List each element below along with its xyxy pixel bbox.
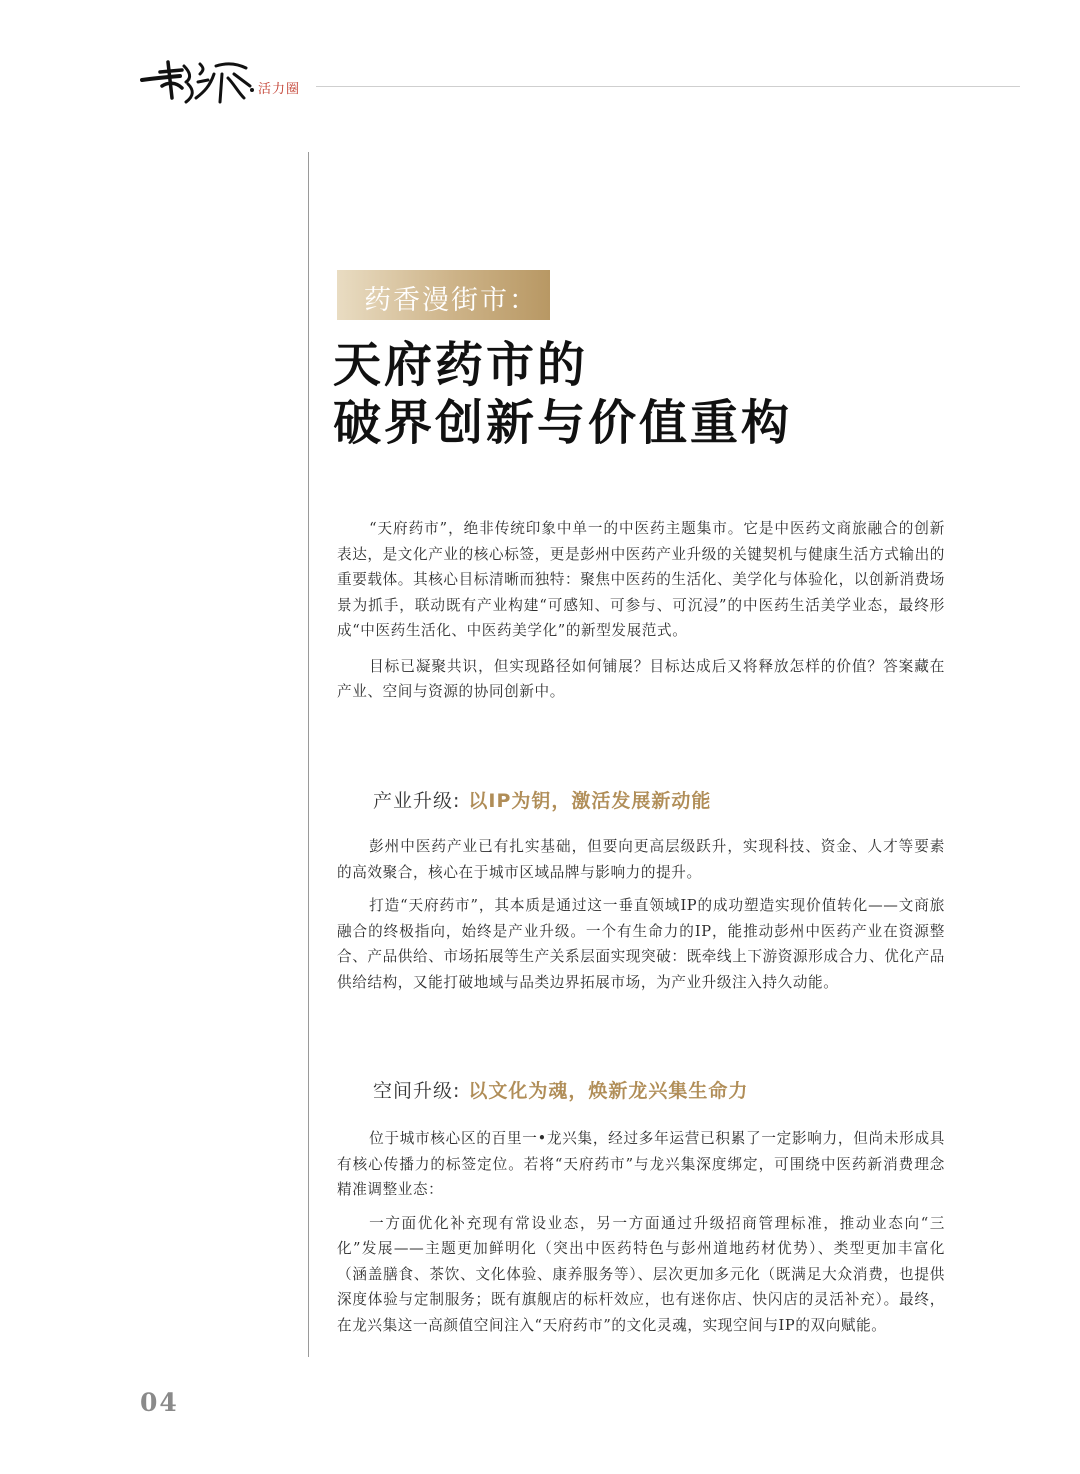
- body-paragraph: 一方面优化补充现有常设业态，另一方面通过升级招商管理标准，推动业态向“三化”发展——主题更加鲜明化（突出中医药特色与彭州道地药材优势）、类型更加丰富化（涵盖膳食、茶饮、文化体验、康养服务等）、层次更加多元化（既满足大众消费，也提供深度体验与定制服务；既有旗舰店的标杆效应，也有迷你店、快闪店的灵活补充）。最终，在龙兴集这一高颜值空间注入“天府药市”的文化灵魂，实现空间与IP的双向赋能。: [337, 1214, 945, 1334]
- section-heading-title: 以IP为钥，激活发展新动能: [468, 790, 712, 812]
- section-heading-industry: [373, 786, 711, 813]
- space-section-body: [337, 1126, 945, 1338]
- section-heading-separator: :: [453, 1080, 461, 1102]
- body-paragraph: 打造“天府药市”，其本质是通过这一垂直领域IP的成功塑造实现价值转化——文商旅融合的终极指向，始终是产业升级。一个有生命力的IP，能推动彭州中医药产业在资源整合、产品供给、市场拓展等生产关系层面实现突破：既牵线上下游资源形成合力、优化产品供给结构，又能打破地域与品类边界拓展市场，为产业升级注入持久动能。: [337, 897, 945, 991]
- intro-paragraph: 目标已凝聚共识，但实现路径如何铺展？目标达成后又将释放怎样的价值？答案藏在产业、空间与资源的协同创新中。: [337, 657, 945, 700]
- section-heading-title: 以文化为魂，焕新龙兴集生命力: [468, 1080, 749, 1102]
- section-label: 活力圈: [258, 82, 301, 97]
- article-headline: [333, 336, 792, 452]
- intro-block: [337, 516, 945, 705]
- headline-line-1: 天府药市的: [333, 337, 589, 393]
- industry-section-body: [337, 834, 945, 995]
- kicker-banner: [337, 270, 550, 320]
- section-heading-space: [373, 1076, 748, 1103]
- section-heading-prefix: 空间升级: [373, 1080, 454, 1102]
- body-paragraph: 彭州中医药产业已有扎实基础，但要向更高层级跃升，实现科技、资金、人才等要素的高效聚合，核心在于城市区域品牌与影响力的提升。: [337, 838, 945, 881]
- page-number: 04: [140, 1388, 179, 1417]
- masthead: [138, 52, 1020, 112]
- kicker-text: 药香漫街市：: [364, 285, 538, 316]
- brand-calligraphy-logo: [138, 52, 258, 112]
- vertical-divider: [308, 152, 309, 1357]
- body-paragraph: 位于城市核心区的百里一•龙兴集，经过多年运营已积累了一定影响力，但尚未形成具有核心传播力的标签定位。若将“天府药市”与龙兴集深度绑定，可围绕中医药新消费理念精准调整业态：: [337, 1130, 945, 1198]
- header-rule: [316, 86, 1020, 87]
- section-heading-prefix: 产业升级: [373, 790, 454, 812]
- section-heading-separator: :: [453, 790, 461, 812]
- intro-paragraph: “天府药市”，绝非传统印象中单一的中医药主题集市。它是中医药文商旅融合的创新表达，是文化产业的核心标签，更是彭州中医药产业升级的关键契机与健康生活方式输出的重要载体。其核心目标清晰而独特：聚焦中医药的生活化、美学化与体验化，以创新消费场景为抓手，联动既有产业构建“可感知、可参与、可沉浸”的中医药生活美学业态，最终形成“中医药生活化、中医药美学化”的新型发展范式。: [337, 520, 945, 639]
- headline-line-2: 破界创新与价值重构: [333, 395, 793, 451]
